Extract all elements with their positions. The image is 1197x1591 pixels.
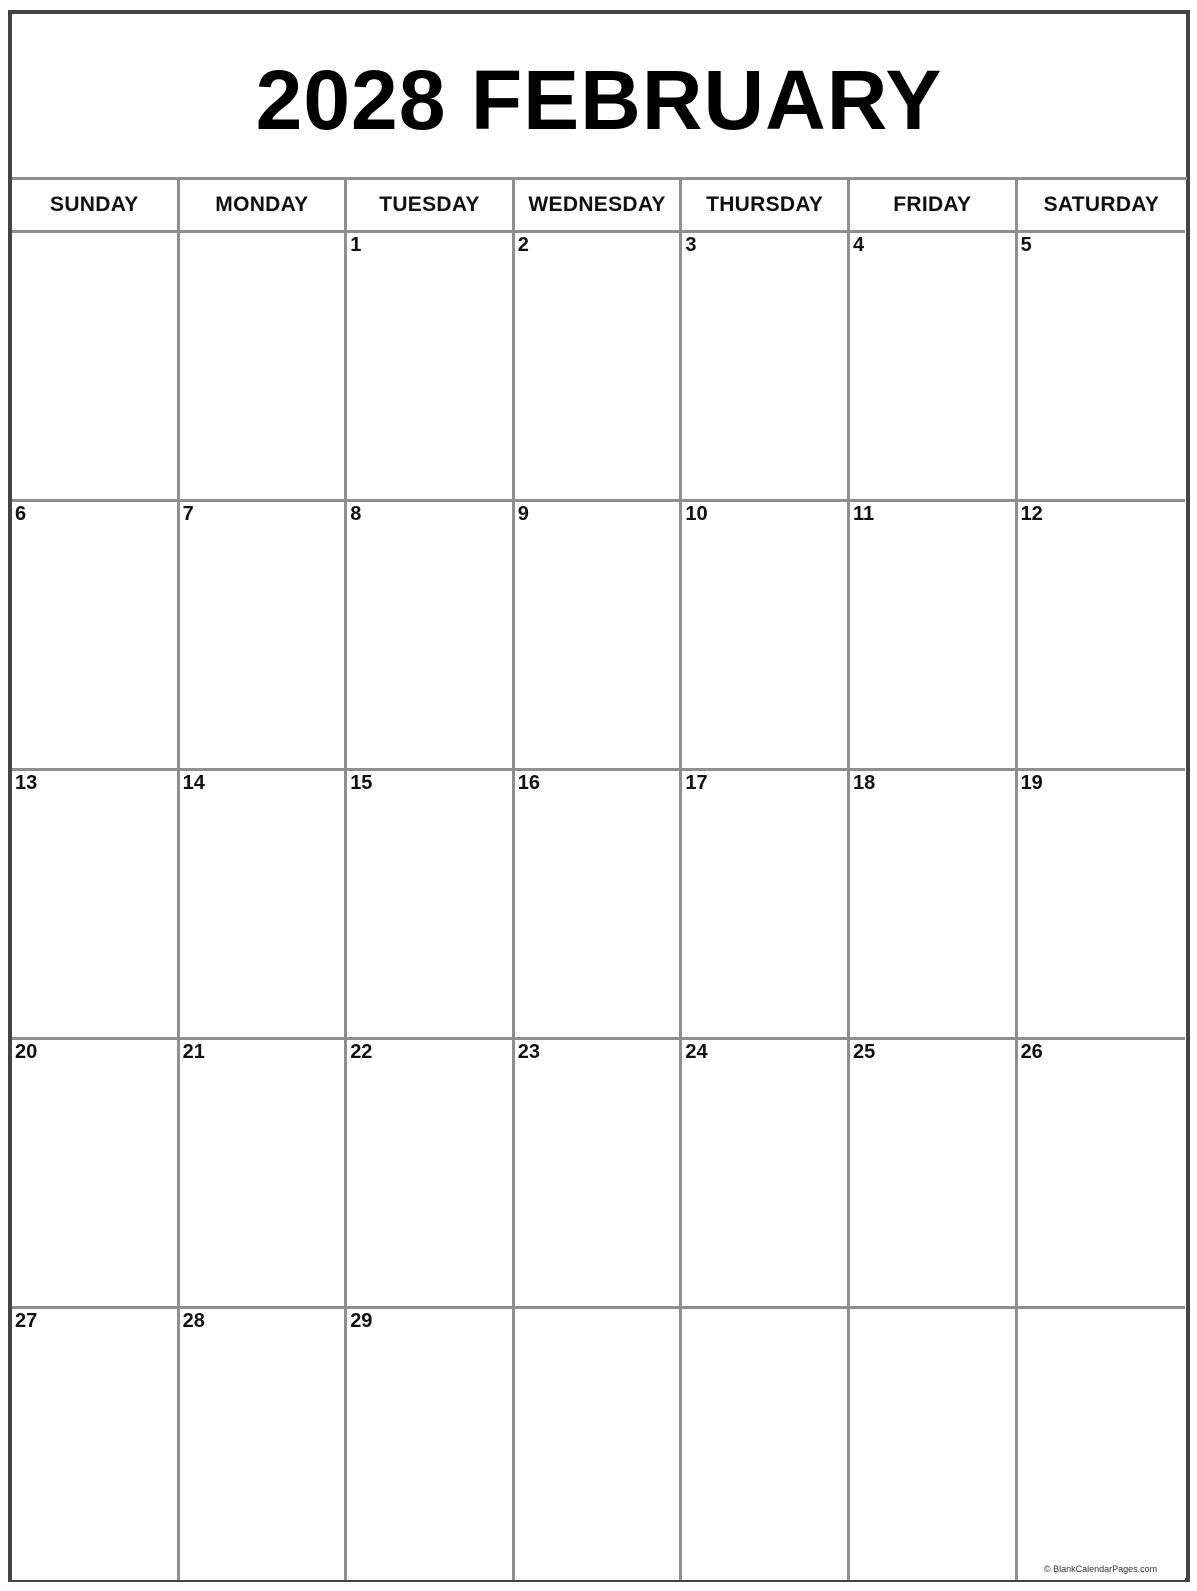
- day-cell: [180, 771, 348, 1040]
- day-cell: [180, 1040, 348, 1309]
- weekday-header-tuesday: TUESDAY: [347, 180, 515, 233]
- day-cell: [850, 502, 1018, 771]
- day-number: 6: [15, 503, 27, 525]
- day-cell: [515, 502, 683, 771]
- day-cell: [347, 1040, 515, 1309]
- day-number: 13: [15, 772, 38, 794]
- day-cell: [347, 771, 515, 1040]
- day-number: 27: [15, 1310, 38, 1332]
- day-number: 8: [350, 503, 362, 525]
- weekday-header-wednesday: WEDNESDAY: [515, 180, 683, 233]
- day-number: 17: [685, 772, 708, 794]
- day-number: 25: [852, 1041, 876, 1063]
- day-cell: [180, 1309, 348, 1580]
- day-cell: [12, 771, 180, 1040]
- day-cell: [12, 502, 180, 771]
- weekday-header-thursday: THURSDAY: [682, 180, 850, 233]
- day-cell: [515, 1040, 683, 1309]
- day-cell: [180, 233, 348, 502]
- day-number: 18: [852, 772, 876, 794]
- day-number: 29: [350, 1310, 373, 1332]
- day-number: 28: [182, 1310, 205, 1332]
- title-area: [12, 14, 1186, 177]
- day-number: 15: [350, 772, 373, 794]
- day-cell: [347, 502, 515, 771]
- day-cell: [347, 1309, 515, 1580]
- copyright-credit: © BlankCalendarPages.com: [1043, 1564, 1158, 1574]
- day-cell: [180, 502, 348, 771]
- calendar-grid: [12, 177, 1187, 1580]
- weekday-header-monday: MONDAY: [180, 180, 348, 233]
- day-number: 2: [517, 234, 529, 256]
- weekday-header-friday: FRIDAY: [850, 180, 1018, 233]
- day-cell: [850, 233, 1018, 502]
- day-cell: [682, 1309, 850, 1580]
- day-number: 14: [182, 772, 205, 794]
- day-number: 24: [685, 1041, 708, 1063]
- day-cell: [850, 1309, 1018, 1580]
- day-number: 21: [182, 1041, 205, 1063]
- day-number: 12: [1020, 503, 1043, 525]
- day-number: 20: [15, 1041, 38, 1063]
- day-cell: [1018, 1040, 1186, 1309]
- day-cell: [1018, 771, 1186, 1040]
- day-number: 19: [1020, 772, 1043, 794]
- day-number: 26: [1020, 1041, 1043, 1063]
- day-number: 3: [685, 234, 697, 256]
- day-cell: [515, 1309, 683, 1580]
- day-number: 1: [350, 234, 362, 256]
- day-cell: [850, 1040, 1018, 1309]
- day-number: 5: [1020, 234, 1032, 256]
- day-number: 16: [517, 772, 541, 794]
- day-cell: [515, 233, 683, 502]
- day-cell: [12, 1040, 180, 1309]
- day-number: 22: [350, 1041, 373, 1063]
- day-cell: [1018, 233, 1186, 502]
- day-cell: [12, 1309, 180, 1580]
- day-number: 23: [517, 1041, 541, 1063]
- day-number: 7: [182, 503, 194, 525]
- day-cell: [682, 1040, 850, 1309]
- day-cell: [1018, 1309, 1186, 1580]
- weekday-header-saturday: SATURDAY: [1018, 180, 1186, 233]
- day-cell: [1018, 502, 1186, 771]
- day-cell: [515, 771, 683, 1040]
- day-cell: [682, 771, 850, 1040]
- day-number: 11: [852, 503, 875, 525]
- weekday-header-sunday: SUNDAY: [12, 180, 180, 233]
- day-number: 9: [517, 503, 529, 525]
- day-cell: [682, 233, 850, 502]
- day-number: 4: [852, 234, 865, 256]
- day-cell: [850, 771, 1018, 1040]
- day-number: 10: [685, 503, 708, 525]
- calendar-title: 2028 FEBRUARY: [255, 52, 943, 147]
- day-cell: [682, 502, 850, 771]
- calendar-frame: [8, 10, 1190, 1582]
- day-cell: [347, 233, 515, 502]
- day-cell: [12, 233, 180, 502]
